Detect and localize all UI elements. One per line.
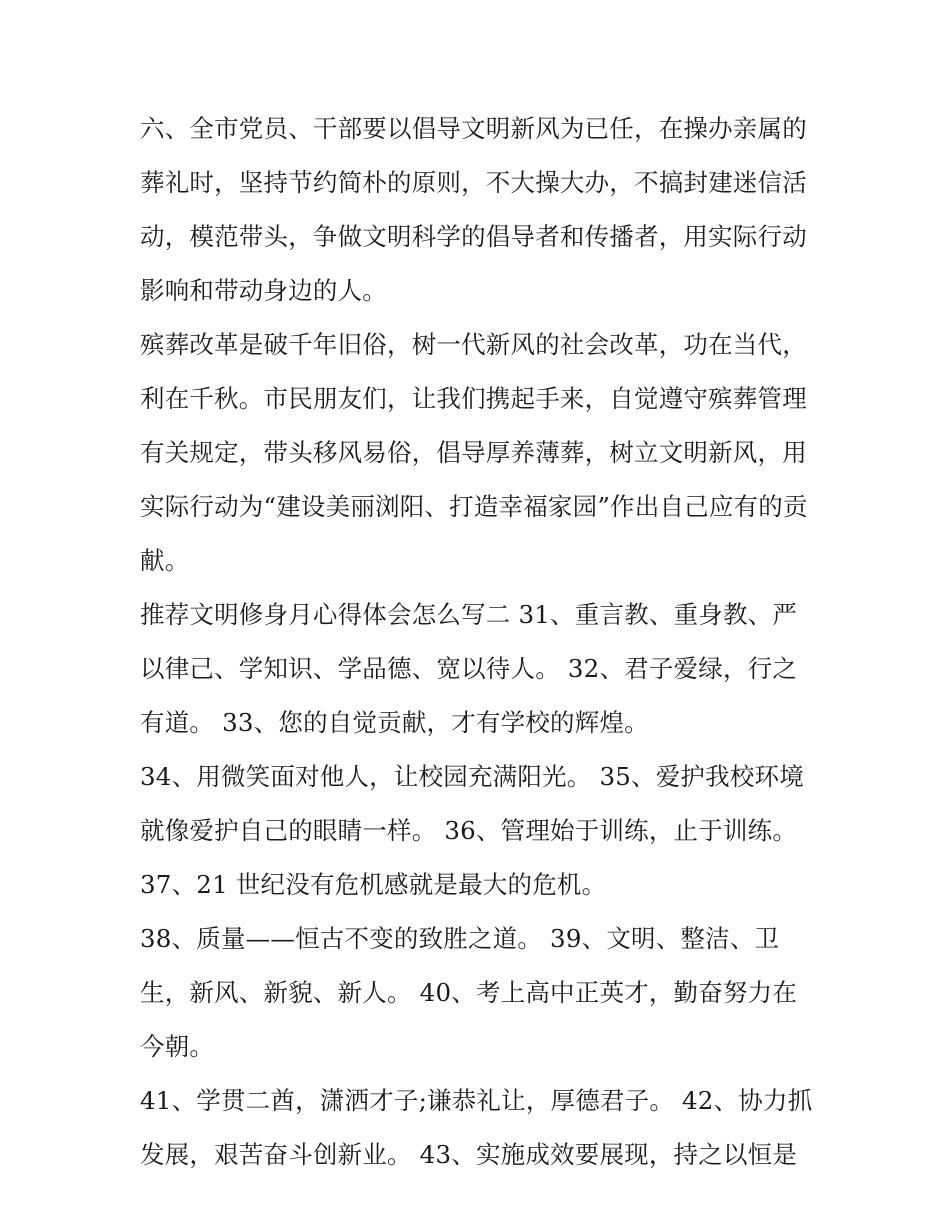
text-line: 推荐文明修身月心得体会怎么写二 31、重言教、重身教、严 <box>140 600 798 629</box>
text-line: 有道。 33、您的自觉贡献，才有学校的辉煌。 <box>140 708 649 737</box>
text-line: 就像爱护自己的眼睛一样。 36、管理始于训练，止于训练。 <box>140 816 798 845</box>
text-line: 六、全市党员、干部要以倡导文明新风为已任，在操办亲属的 <box>140 114 807 143</box>
text-line: 影响和带动身边的人。 <box>140 276 387 305</box>
text-line: 今朝。 <box>140 1032 215 1061</box>
text-line: 38、质量——恒古不变的致胜之道。 39、文明、整洁、卫 <box>140 924 780 953</box>
text-line: 37、21 世纪没有危机感就是最大的危机。 <box>140 870 607 899</box>
text-line: 发展，艰苦奋斗创新业。 43、实施成效要展现，持之以恒是 <box>140 1140 798 1169</box>
document-body <box>140 102 820 1182</box>
text-line: 葬礼时，坚持节约简朴的原则，不大操大办，不搞封建迷信活 <box>140 168 807 197</box>
text-line: 献。 <box>140 546 190 575</box>
text-line: 34、用微笑面对他人，让校园充满阳光。 35、爱护我校环境 <box>140 762 804 791</box>
text-line: 殡葬改革是破千年旧俗，树一代新风的社会改革，功在当代， <box>140 330 807 359</box>
text-line: 41、学贯二酋，潇洒才子;谦恭礼让，厚德君子。 42、协力抓 <box>140 1086 813 1115</box>
text-line: 实际行动为“建设美丽浏阳、打造幸福家园”作出自己应有的贡 <box>140 492 808 521</box>
text-line: 动，模范带头，争做文明科学的倡导者和传播者，用实际行动 <box>140 222 807 251</box>
text-line: 利在千秋。市民朋友们，让我们携起手来，自觉遵守殡葬管理 <box>140 384 807 413</box>
text-line: 以律己、学知识、学品德、宽以待人。 32、君子爱绿，行之 <box>140 654 798 683</box>
text-line: 生，新风、新貌、新人。 40、考上高中正英才，勤奋努力在 <box>140 978 798 1007</box>
text-line: 有关规定，带头移风易俗，倡导厚养薄葬，树立文明新风，用 <box>140 438 807 467</box>
